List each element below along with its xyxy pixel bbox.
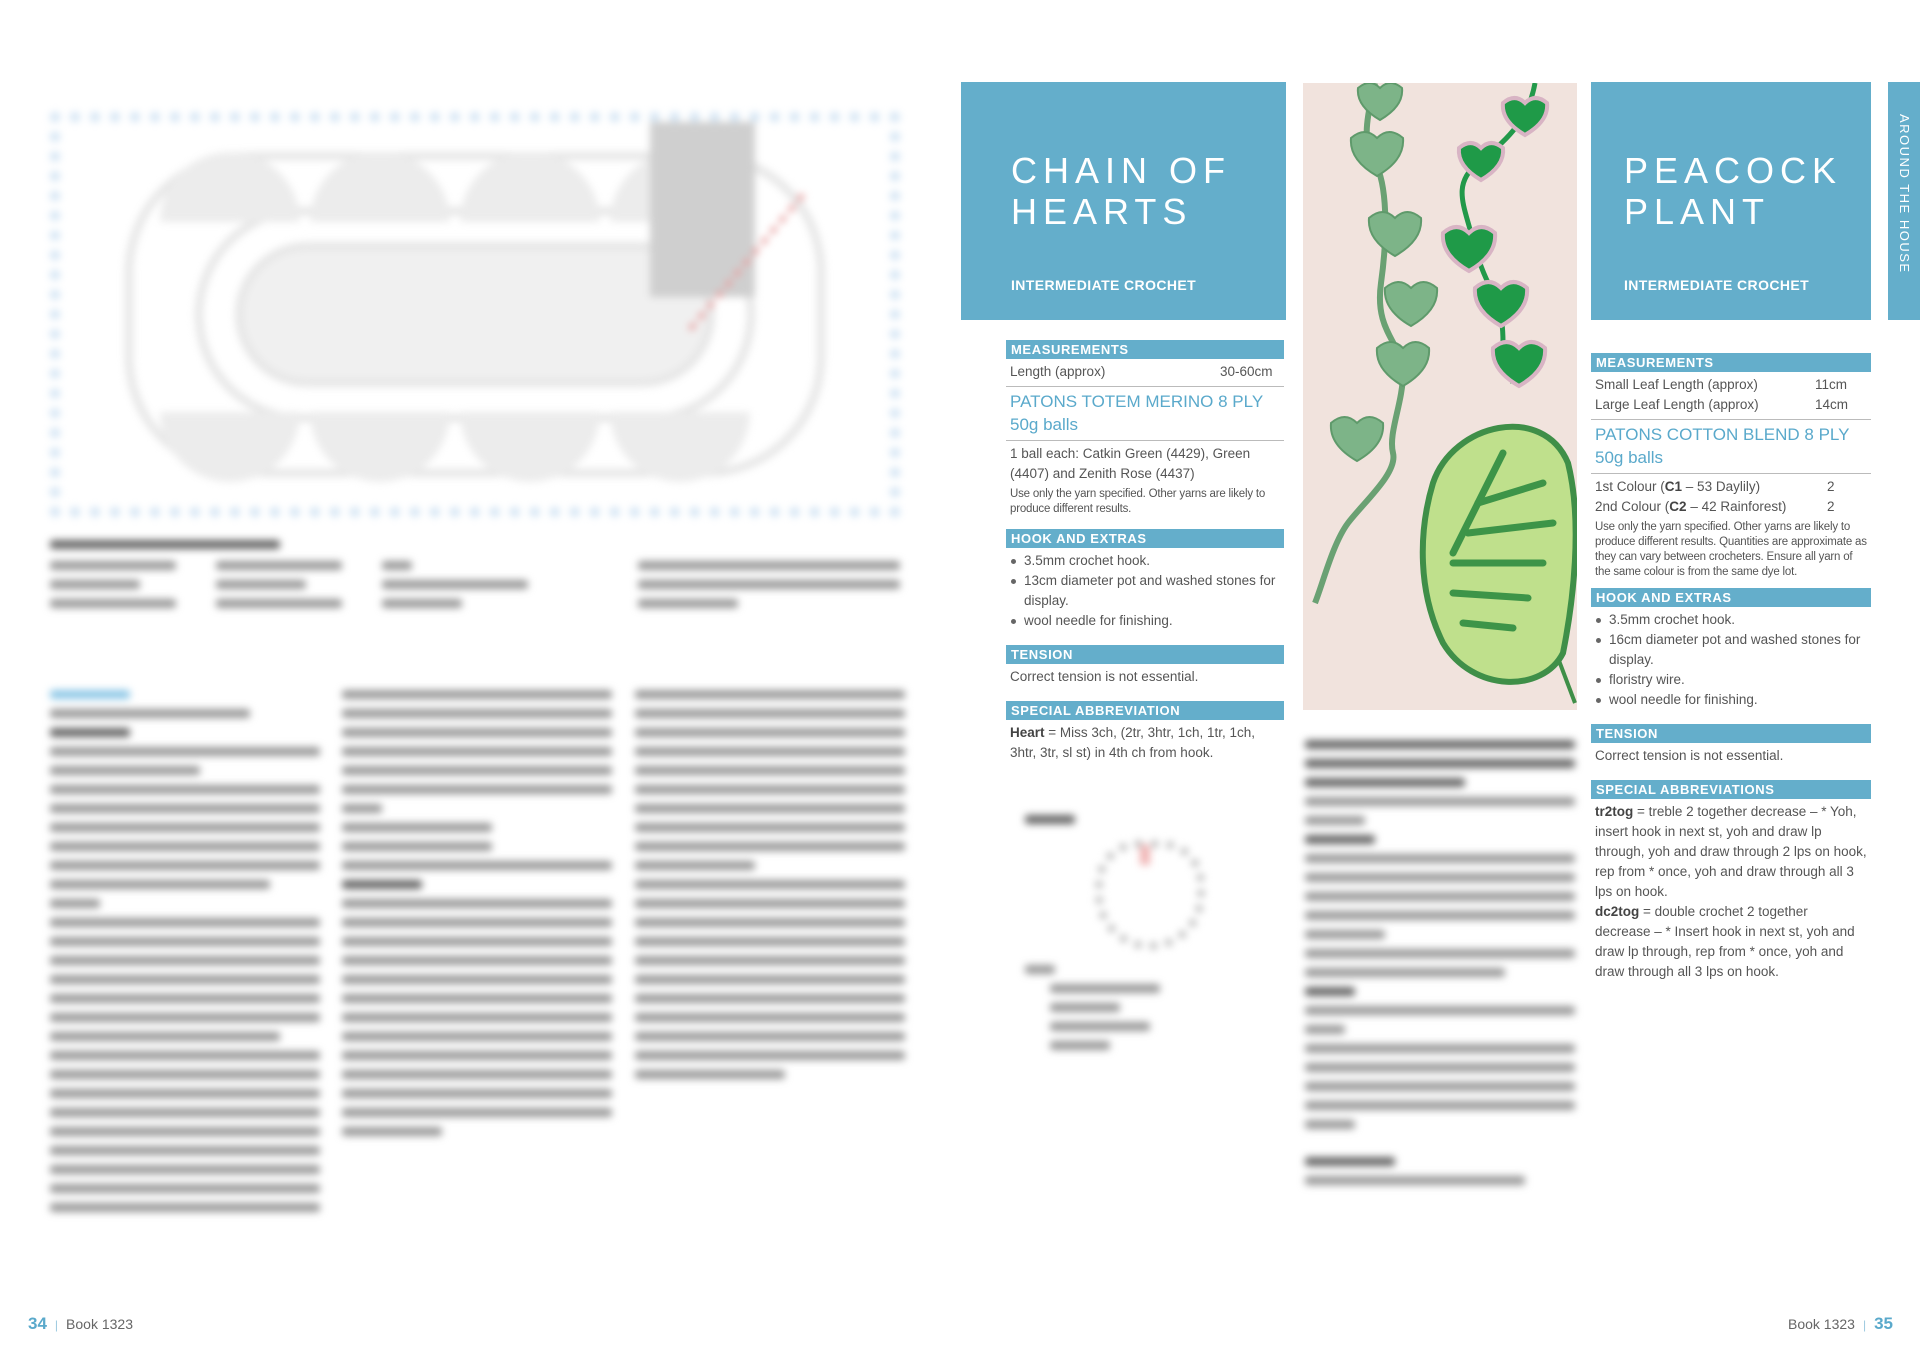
peacock-plant-title-box xyxy=(1591,82,1871,320)
crochet-photo-illustration xyxy=(1303,83,1577,710)
list-item: wool needle for finishing. xyxy=(1595,690,1867,710)
section-tab xyxy=(1888,82,1920,320)
hook-and-extras-list xyxy=(1591,610,1871,710)
list-item: 13cm diameter pot and washed stones for display. xyxy=(1010,571,1280,611)
measurements-heading: MEASUREMENTS xyxy=(1591,353,1871,372)
section-tab-label: AROUND THE HOUSE xyxy=(1897,114,1912,274)
list-item: 3.5mm crochet hook. xyxy=(1595,610,1867,630)
hook-and-extras-heading: HOOK AND EXTRAS xyxy=(1591,588,1871,607)
page-number: 34 xyxy=(28,1314,47,1333)
peacock-plant-info xyxy=(1591,353,1871,982)
chain-of-hearts-title-box xyxy=(961,82,1286,320)
book-label: Book 1323 xyxy=(66,1316,133,1332)
chain-of-hearts-info xyxy=(1006,340,1284,763)
right-page-footer xyxy=(1788,1314,1893,1334)
measurement-row: Small Leaf Length (approx) 11cm xyxy=(1595,377,1848,392)
yarn-colour-row: 1st Colour (C1 – 53 Daylily) 2 xyxy=(1595,479,1835,494)
special-abbreviation-heading: SPECIAL ABBREVIATION xyxy=(1006,701,1284,720)
list-item: floristry wire. xyxy=(1595,670,1867,690)
list-item: 3.5mm crochet hook. xyxy=(1010,551,1280,571)
yarn-note: Use only the yarn specified. Other yarns are likely to produce different results. Quantities are approximate as they can vary between crocheters. Ensure all yarn of the same colour is from the same dye lot. xyxy=(1595,521,1867,578)
special-abbreviations-heading: SPECIAL ABBREVIATIONS xyxy=(1591,780,1871,799)
abbreviation-entry: dc2tog = double crochet 2 together decrease – * Insert hook in next st, yoh and draw lp through, rep from * once, yoh and draw through all 3 lps on hook. xyxy=(1595,904,1855,979)
chart-key xyxy=(50,540,900,660)
yarn-detail: 1 ball each: Catkin Green (4429), Green (4407) and Zenith Rose (4437) xyxy=(1010,446,1251,481)
stitch-chart xyxy=(50,112,900,517)
heart-diagram xyxy=(1025,815,1225,1075)
instructions-column-3 xyxy=(635,690,905,1089)
book-label: Book 1323 xyxy=(1788,1316,1855,1332)
instructions-column-2 xyxy=(342,690,612,1146)
measurement-row: Length (approx) 30-60cm xyxy=(1010,364,1273,379)
skill-level: INTERMEDIATE CROCHET xyxy=(1624,277,1810,293)
footer-separator: | xyxy=(54,1318,59,1332)
yarn-colour-row: 2nd Colour (C2 – 42 Rainforest) 2 xyxy=(1595,499,1835,514)
abbreviation-entry: tr2tog = treble 2 together decrease – * Yoh, insert hook in next st, yoh and draw lp through, yoh and draw through 2 lps on hook, rep from * once, yoh and draw through all 3 lps on hook. xyxy=(1595,804,1867,899)
instructions-column-1 xyxy=(50,690,320,1222)
yarn-note: Use only the yarn specified. Other yarns are likely to produce different results. xyxy=(1010,488,1266,515)
tension-heading: TENSION xyxy=(1006,645,1284,664)
tension-heading: TENSION xyxy=(1591,724,1871,743)
abbreviation-entry: Heart = Miss 3ch, (2tr, 3htr, 1ch, 1tr, 1ch, 3htr, 3tr, sl st) in 4th ch from hook. xyxy=(1010,725,1255,760)
left-page-footer xyxy=(28,1314,133,1334)
pattern-title: PEACOCK PLANT xyxy=(1624,150,1843,232)
tension-text: Correct tension is not essential. xyxy=(1595,748,1784,763)
yarn-title: PATONS TOTEM MERINO 8 PLY 50g balls xyxy=(1010,392,1264,434)
measurement-row: Large Leaf Length (approx) 14cm xyxy=(1595,397,1849,412)
product-photo xyxy=(1303,83,1577,710)
yarn-title: PATONS COTTON BLEND 8 PLY 50g balls xyxy=(1595,425,1850,467)
measurements-heading: MEASUREMENTS xyxy=(1006,340,1284,359)
list-item: wool needle for finishing. xyxy=(1010,611,1280,631)
hook-and-extras-heading: HOOK AND EXTRAS xyxy=(1006,529,1284,548)
hook-and-extras-list xyxy=(1006,551,1284,631)
list-item: 16cm diameter pot and washed stones for display. xyxy=(1595,630,1867,670)
middle-instructions-column xyxy=(1305,740,1575,1220)
skill-level: INTERMEDIATE CROCHET xyxy=(1011,277,1197,293)
pattern-title: CHAIN OF HEARTS xyxy=(1011,150,1232,232)
footer-separator: | xyxy=(1862,1318,1867,1332)
page-number: 35 xyxy=(1874,1314,1893,1333)
tension-text: Correct tension is not essential. xyxy=(1010,669,1199,684)
